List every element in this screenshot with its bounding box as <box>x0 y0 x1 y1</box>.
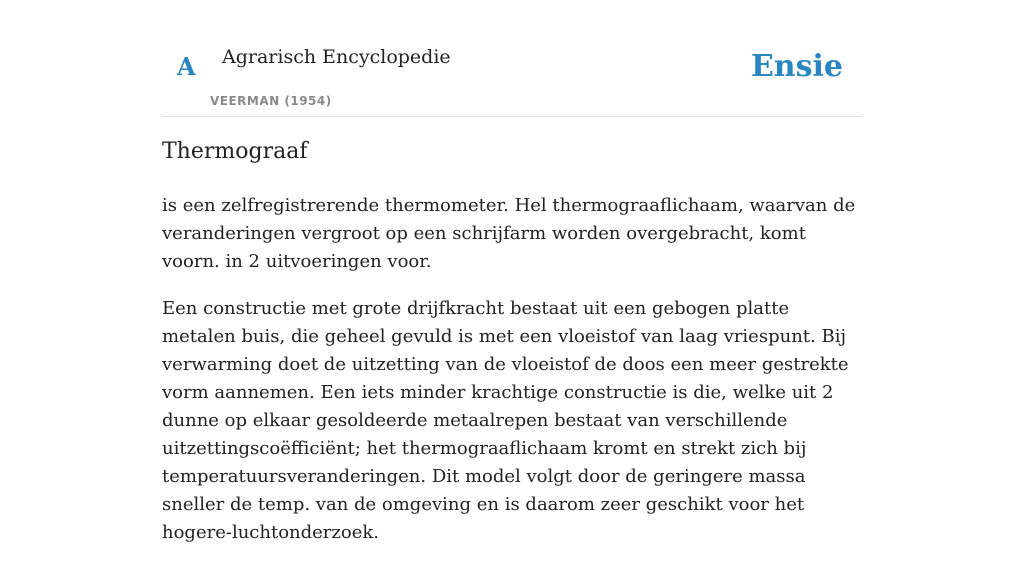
entry-paragraph: Een constructie met grote drijfkracht bestaat uit een gebogen platte metalen buis, die geheel gevuld is met een vloeistof van laag vriespunt. Bij verwarming doet de uitzetting van de vloeistof de doos een meer gestrekte vorm aannemen. Een iets minder krachtige constructie is die, welke uit 2 dunne op elkaar gesoldeerde metaalrepen bestaat van verschillende uitzettingscoëfficiënt; het thermograaflichaam kromt en strekt zich bij temperatuursveranderingen. Dit model volgt door de geringere massa sneller de temp. van de omgeving en is daarom zeer geschikt voor het hogere-luchtonderzoek. <box>162 298 849 543</box>
book-logo-icon[interactable]: A <box>177 52 196 81</box>
book-title-link[interactable]: Agrarisch Encyclopedie <box>222 46 451 68</box>
ensie-logo[interactable]: Ensie <box>750 49 843 84</box>
book-author: VEERMAN (1954) <box>210 94 332 108</box>
entry-paragraph: is een zelfregistrerende thermometer. Hel thermograaflichaam, waarvan de veranderingen vergroot op een schrijfarm worden overgebracht, komt voorn. in 2 uitvoeringen voor. <box>162 195 856 272</box>
entry-title: Thermograaf <box>162 139 308 164</box>
entry-body <box>162 192 862 566</box>
header <box>162 0 862 117</box>
